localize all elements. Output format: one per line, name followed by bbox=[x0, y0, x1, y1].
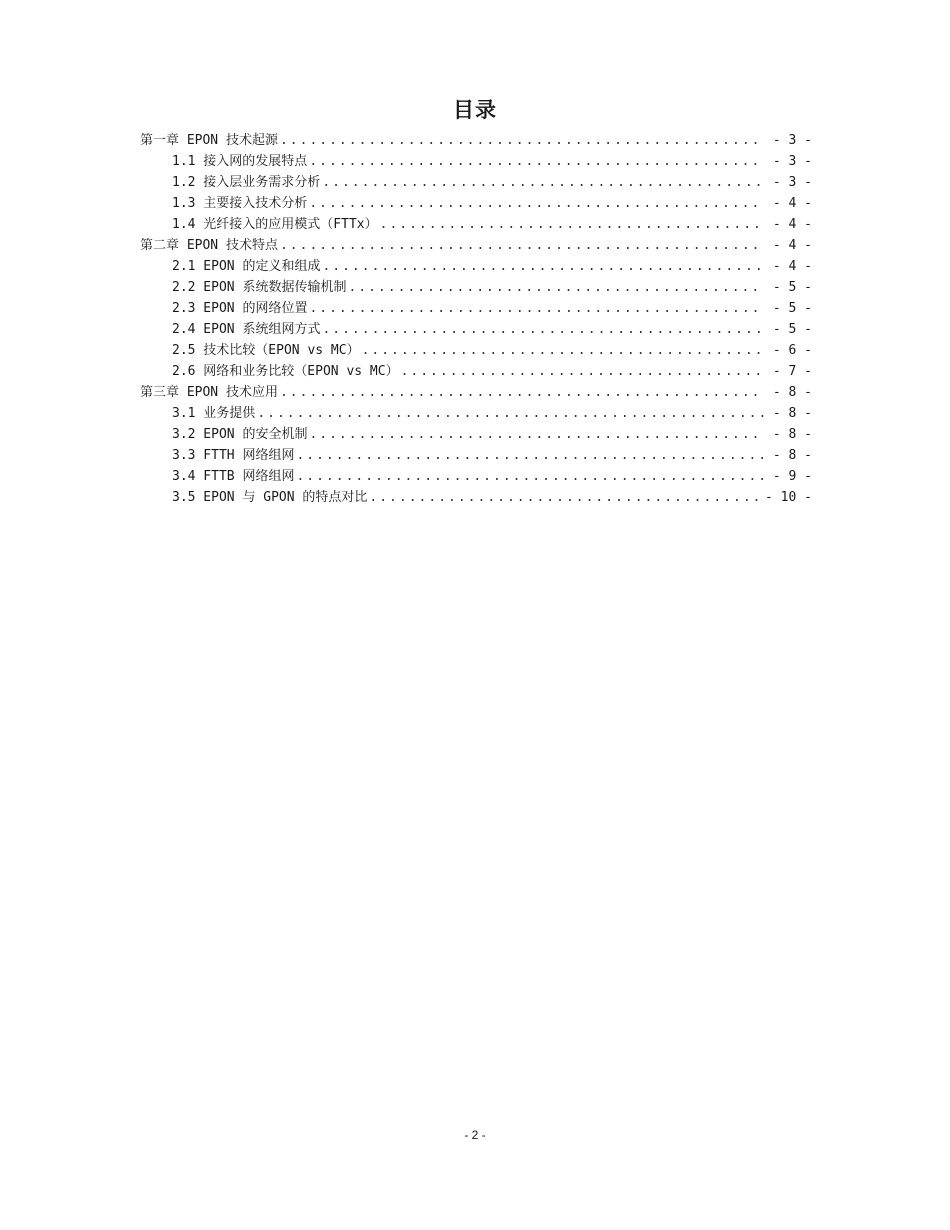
toc-leader-dots bbox=[322, 256, 764, 277]
toc-entry[interactable] bbox=[140, 319, 812, 340]
toc-entry-page: - 5 - bbox=[772, 322, 812, 337]
toc-entry[interactable] bbox=[140, 382, 812, 403]
toc-entry[interactable] bbox=[140, 445, 812, 466]
toc-entry[interactable] bbox=[140, 340, 812, 361]
toc-entry-page: - 3 - bbox=[772, 154, 812, 169]
toc-entry-page: - 8 - bbox=[772, 385, 812, 400]
toc-entry-page: - 4 - bbox=[772, 196, 812, 211]
toc-entry-page: - 7 - bbox=[772, 364, 812, 379]
toc-leader-dots bbox=[362, 340, 764, 361]
toc-entry-label: 2.5 技术比较（EPON vs MC） bbox=[172, 343, 360, 358]
toc-entry[interactable] bbox=[140, 214, 812, 235]
toc-leader-dots bbox=[309, 424, 764, 445]
toc-leader-dots bbox=[309, 193, 764, 214]
toc-entry-page: - 4 - bbox=[772, 217, 812, 232]
toc-leader-dots bbox=[309, 151, 764, 172]
toc-entry-label: 第二章 EPON 技术特点 bbox=[140, 238, 278, 253]
toc-entry-page: - 4 - bbox=[772, 238, 812, 253]
toc-entry-page: - 3 - bbox=[772, 133, 812, 148]
toc-entry-page: - 3 - bbox=[772, 175, 812, 190]
toc-entry-label: 2.4 EPON 系统组网方式 bbox=[172, 322, 321, 337]
toc-leader-dots bbox=[322, 172, 764, 193]
toc-entry[interactable] bbox=[140, 193, 812, 214]
toc-leader-dots bbox=[296, 445, 764, 466]
table-of-contents bbox=[140, 130, 812, 508]
toc-entry[interactable] bbox=[140, 487, 812, 508]
toc-leader-dots bbox=[280, 130, 764, 151]
toc-entry[interactable] bbox=[140, 466, 812, 487]
toc-entry[interactable] bbox=[140, 424, 812, 445]
toc-entry-page: - 8 - bbox=[772, 427, 812, 442]
toc-title: 目录 bbox=[453, 98, 497, 122]
toc-entry[interactable] bbox=[140, 403, 812, 424]
toc-leader-dots bbox=[280, 235, 764, 256]
toc-entry-page: - 9 - bbox=[772, 469, 812, 484]
toc-entry-label: 3.2 EPON 的安全机制 bbox=[172, 427, 308, 442]
toc-leader-dots bbox=[348, 277, 764, 298]
toc-entry-label: 3.4 FTTB 网络组网 bbox=[172, 469, 295, 484]
toc-entry-label: 2.6 网络和业务比较（EPON vs MC） bbox=[172, 364, 399, 379]
toc-leader-dots bbox=[296, 466, 764, 487]
toc-entry-page: - 8 - bbox=[772, 406, 812, 421]
toc-entry-label: 第一章 EPON 技术起源 bbox=[140, 133, 278, 148]
toc-entry-label: 1.3 主要接入技术分析 bbox=[172, 196, 308, 211]
toc-leader-dots bbox=[380, 214, 764, 235]
toc-entry-page: - 4 - bbox=[772, 259, 812, 274]
toc-entry[interactable] bbox=[140, 235, 812, 256]
toc-entry[interactable] bbox=[140, 298, 812, 319]
page-number: - 2 - bbox=[464, 1128, 486, 1142]
toc-entry-page: - 10 - bbox=[765, 490, 812, 505]
toc-entry-label: 1.1 接入网的发展特点 bbox=[172, 154, 308, 169]
toc-entry-label: 3.1 业务提供 bbox=[172, 406, 256, 421]
toc-entry[interactable] bbox=[140, 130, 812, 151]
toc-entry[interactable] bbox=[140, 256, 812, 277]
toc-entry-page: - 6 - bbox=[772, 343, 812, 358]
toc-leader-dots bbox=[309, 298, 764, 319]
toc-entry-page: - 5 - bbox=[772, 301, 812, 316]
toc-entry[interactable] bbox=[140, 361, 812, 382]
toc-entry-label: 第三章 EPON 技术应用 bbox=[140, 385, 278, 400]
toc-leader-dots bbox=[322, 319, 764, 340]
toc-entry[interactable] bbox=[140, 277, 812, 298]
toc-leader-dots bbox=[280, 382, 764, 403]
toc-entry-page: - 8 - bbox=[772, 448, 812, 463]
toc-entry-label: 2.1 EPON 的定义和组成 bbox=[172, 259, 321, 274]
toc-entry-page: - 5 - bbox=[772, 280, 812, 295]
toc-entry-label: 3.5 EPON 与 GPON 的特点对比 bbox=[172, 490, 368, 505]
toc-entry-label: 1.4 光纤接入的应用模式（FTTx） bbox=[172, 217, 378, 232]
toc-entry-label: 2.3 EPON 的网络位置 bbox=[172, 301, 308, 316]
toc-leader-dots bbox=[401, 361, 764, 382]
toc-entry-label: 1.2 接入层业务需求分析 bbox=[172, 175, 321, 190]
toc-leader-dots bbox=[257, 403, 764, 424]
toc-entry-label: 2.2 EPON 系统数据传输机制 bbox=[172, 280, 347, 295]
toc-entry-label: 3.3 FTTH 网络组网 bbox=[172, 448, 295, 463]
toc-leader-dots bbox=[369, 487, 763, 508]
toc-entry[interactable] bbox=[140, 151, 812, 172]
toc-entry[interactable] bbox=[140, 172, 812, 193]
